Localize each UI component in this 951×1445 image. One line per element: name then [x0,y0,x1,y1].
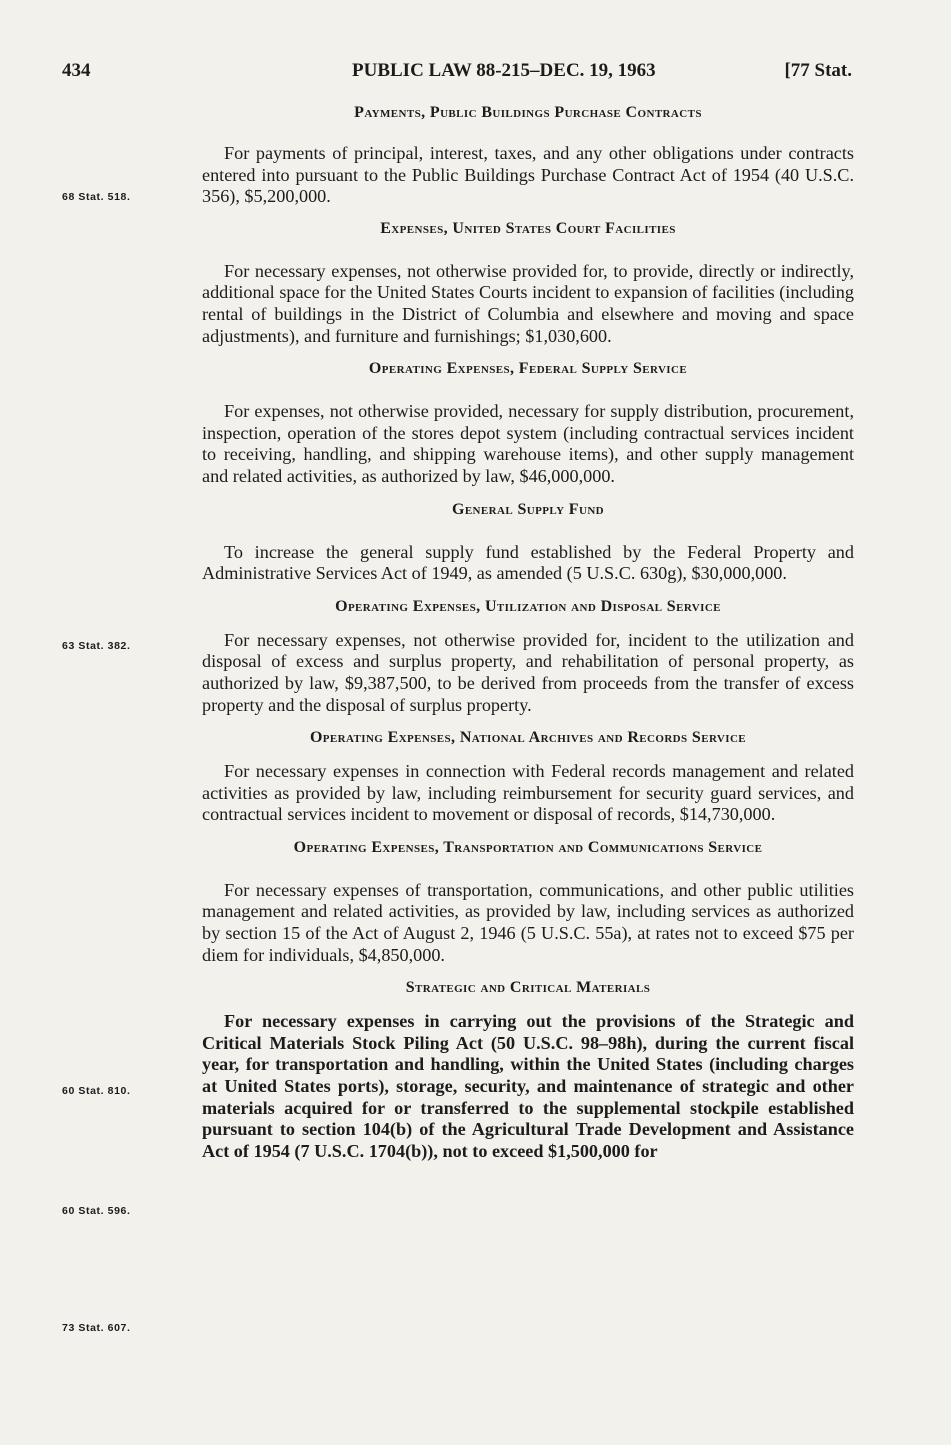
section-heading: Operating Expenses, National Archives and Records Service [309,729,747,747]
page-header [62,60,852,84]
margin-note-60-stat-596: 60 Stat. 596. [62,1205,131,1217]
page-number: 434 [62,60,91,81]
section-heading: Operating Expenses, Federal Supply Service [368,360,688,378]
section-paragraph: For necessary expenses in connection with Federal records management and related activities as provided by law, including reimbursement for security guard services, and contractual services incident to movement or disposal of records, $14,730,000. [202,761,854,825]
section-paragraph: For necessary expenses, not otherwise provided for, to provide, directly or indirectly, additional space for the United States Courts incident to expansion of facilities (including rental of buildings in the District of Columbia and elsewhere and moving and space adjustments), and furniture and furnishings; $1,030,600. [202,260,854,346]
section-paragraph: To increase the general supply fund established by the Federal Property and Administrative Services Act of 1949, as amended (5 U.S.C. 630g), $30,000,000. [202,541,854,584]
section-paragraph: For expenses, not otherwise provided, necessary for supply distribution, procurement, inspection, operation of the stores depot system (including contractual services incident to receiving, handling, and shipping warehouse items), and other supply management and related activities, as authorized by law, $46,000,000. [202,401,854,486]
section-paragraph: For necessary expenses, not otherwise provided for, incident to the utilization and disposal of excess and surplus property, and rehabilitation of personal property, as authorized by law, $9,387,500, to be derived from proceeds from the transfer of excess property and the disposal of surplus property. [202,629,854,715]
running-title: PUBLIC LAW 88-215–DEC. 19, 1963 [352,60,656,81]
section-heading: General Supply Fund [451,500,605,518]
section-paragraph: For necessary expenses of transportation, communications, and other public utilities management and related activities, as provided by law, including services as authorized by section 15 of the Act of August 2, 1946 (5 U.S.C. 55a), at rates not to exceed $75 per diem for individuals, $4,850,000. [202,879,854,965]
section-heading: Payments, Public Buildings Purchase Contracts [354,104,702,121]
section-heading: Expenses, United States Court Facilities [380,219,676,237]
document-body [202,102,854,1162]
section-paragraph: For necessary expenses in carrying out the provisions of the Strategic and Critical Materials Stock Piling Act (50 U.S.C. 98–98h), during the current fiscal year, for transportation and handling, within the United States (including charges at United States ports), storage, security, and maintenance of strategic and other materials acquired for or transferred to the supplemental stockpile established pursuant to section 104(b) of the Agricultural Trade Development and Assistance Act of 1954 (7 U.S.C. 1704(b)), not to exceed $1,500,000 for [202,1011,854,1161]
statute-reference: [77 Stat. [784,60,852,81]
margin-note-68-stat-518: 68 Stat. 518. [62,191,131,203]
section-heading: Strategic and Critical Materials [405,979,651,997]
margin-note-63-stat-382: 63 Stat. 382. [62,640,131,652]
section-heading: Operating Expenses, Transportation and Communications Service [293,838,763,856]
section-paragraph: For payments of principal, interest, taxes, and any other obligations under contracts entered into pursuant to the Public Buildings Purchase Contract Act of 1954 (40 U.S.C. 356), $5,200,000. [202,143,854,207]
section-heading: Operating Expenses, Utilization and Disposal Service [335,597,721,615]
margin-note-60-stat-810: 60 Stat. 810. [62,1085,131,1097]
margin-note-73-stat-607: 73 Stat. 607. [62,1322,131,1334]
